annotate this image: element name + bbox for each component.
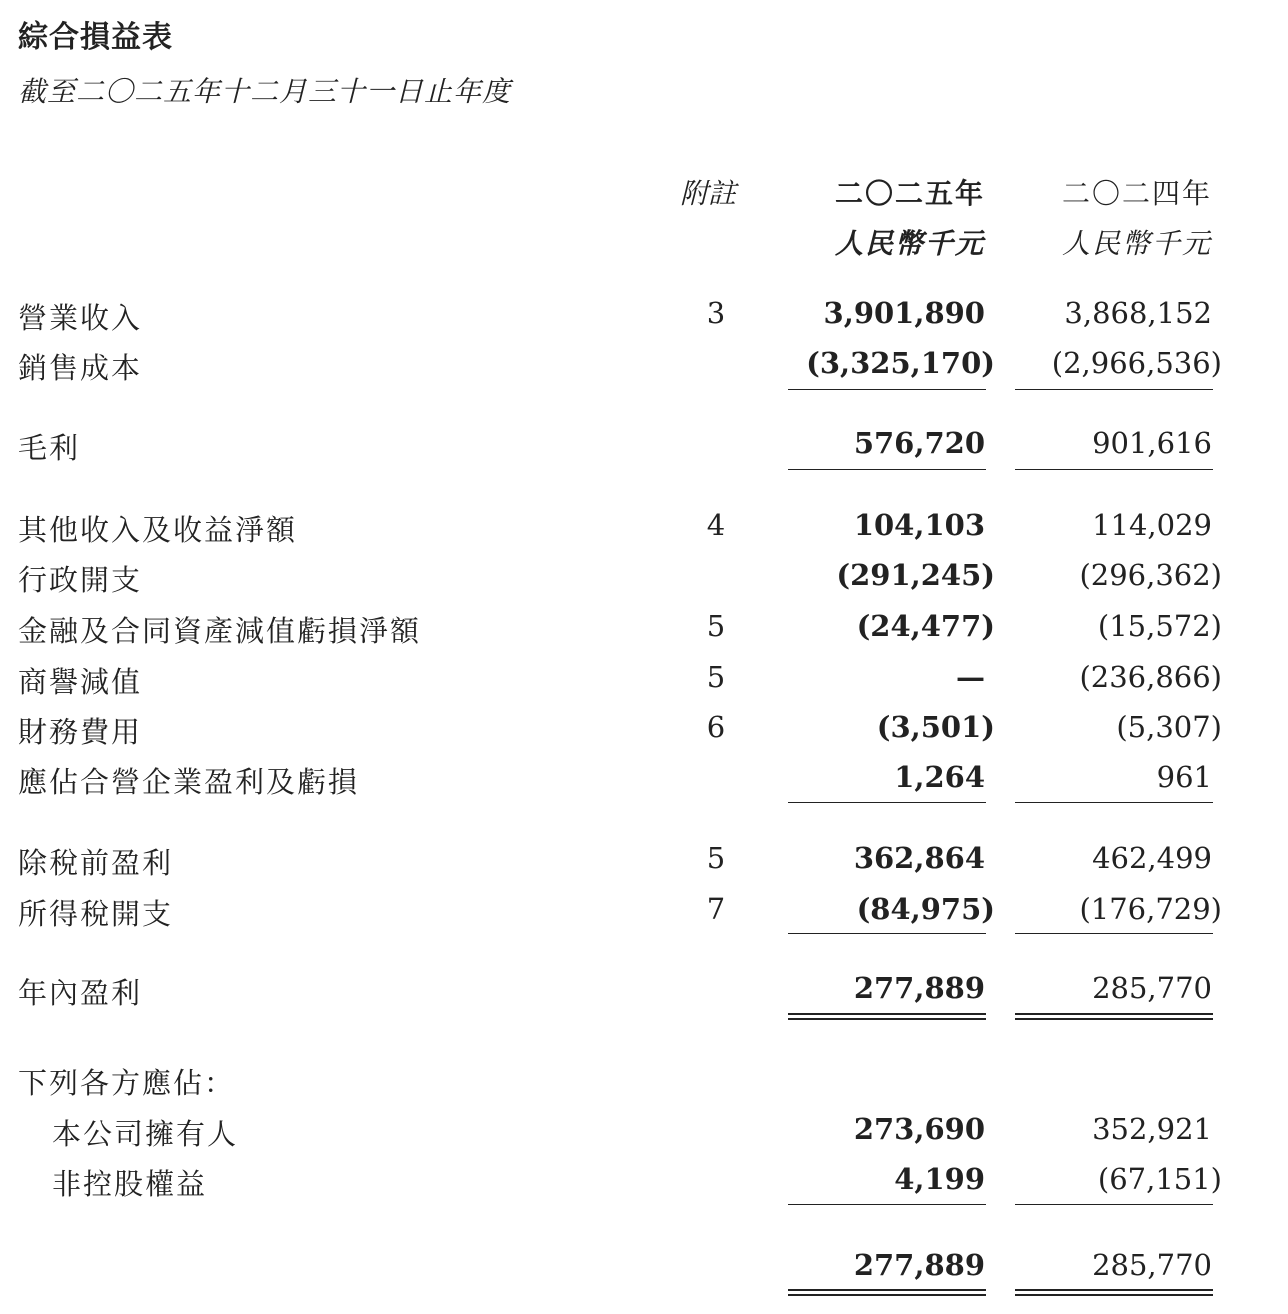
table-row — [0, 346, 1288, 390]
subtotal-rule — [1015, 933, 1213, 934]
total-double-rule — [788, 1013, 986, 1020]
value-2025: 3,901,890 — [823, 296, 985, 330]
statement-title: 綜合損益表 — [18, 20, 173, 55]
row-label: 營業收入 — [18, 301, 143, 335]
value-2024: 462,499 — [1092, 841, 1212, 875]
row-label: 毛利 — [18, 431, 81, 465]
value-2025: 1,264 — [894, 760, 985, 794]
subtotal-rule — [788, 469, 986, 470]
total-double-rule — [1015, 1013, 1213, 1020]
row-label: 年內盈利 — [18, 976, 143, 1010]
row-label: 所得稅開支 — [18, 897, 174, 931]
header-currency-2025: 人民幣千元 — [834, 227, 985, 260]
value-2024: 352,921 — [1092, 1112, 1212, 1146]
subtotal-rule — [788, 389, 986, 390]
value-2024: 901,616 — [1092, 426, 1212, 460]
value-2024: 961 — [1156, 760, 1212, 794]
table-row — [0, 971, 1288, 1015]
table-row — [0, 609, 1288, 653]
table-row — [0, 426, 1288, 470]
subtotal-rule — [1015, 802, 1213, 803]
subtotal-rule — [1015, 469, 1213, 470]
value-2025: (84,975) — [856, 892, 995, 926]
row-note: 5 — [706, 660, 726, 694]
value-2025: — — [956, 660, 985, 694]
row-note: 7 — [706, 892, 726, 926]
row-label: 金融及合同資產減值虧損淨額 — [18, 614, 422, 648]
row-note: 4 — [706, 508, 726, 542]
row-label: 行政開支 — [18, 563, 143, 597]
row-label: 商譽減值 — [18, 665, 143, 699]
value-2025: (291,245) — [836, 558, 995, 592]
row-label: 本公司擁有人 — [52, 1117, 239, 1151]
value-2025: 277,889 — [853, 971, 985, 1005]
table-row — [0, 760, 1288, 804]
value-2025: 576,720 — [853, 426, 985, 460]
row-label: 其他收入及收益淨額 — [18, 513, 298, 547]
table-row — [0, 710, 1288, 754]
table-row — [0, 660, 1288, 704]
value-2025: (24,477) — [856, 609, 995, 643]
total-double-rule — [788, 1289, 986, 1296]
value-2025: (3,325,170) — [806, 346, 995, 380]
table-row — [0, 296, 1288, 340]
subtotal-rule — [1015, 389, 1213, 390]
table-row — [0, 1162, 1288, 1206]
subtotal-rule — [788, 933, 986, 934]
statement-period: 截至二〇二五年十二月三十一日止年度 — [18, 75, 512, 108]
row-label: 應佔合營企業盈利及虧損 — [18, 765, 360, 799]
table-row — [0, 1248, 1288, 1292]
table-row — [0, 892, 1288, 936]
value-2025: 104,103 — [853, 508, 985, 542]
header-year-2024: 二〇二四年 — [1061, 177, 1212, 210]
subtotal-rule — [788, 1204, 986, 1205]
value-2025: 273,690 — [853, 1112, 985, 1146]
table-row — [0, 1112, 1288, 1156]
row-note: 3 — [706, 296, 726, 330]
row-label: 除稅前盈利 — [18, 846, 174, 880]
value-2024: (236,866) — [1079, 660, 1222, 694]
subtotal-rule — [788, 802, 986, 803]
header-year-2025: 二〇二五年 — [834, 177, 985, 210]
header-currency-2024: 人民幣千元 — [1061, 227, 1212, 260]
value-2024: (5,307) — [1116, 710, 1222, 744]
value-2025: (3,501) — [876, 710, 995, 744]
row-label: 財務費用 — [18, 715, 143, 749]
row-label: 非控股權益 — [52, 1167, 208, 1201]
row-note: 6 — [706, 710, 726, 744]
table-row — [0, 558, 1288, 602]
row-label: 銷售成本 — [18, 351, 143, 385]
row-label: 下列各方應佔： — [18, 1066, 236, 1100]
table-row — [0, 1061, 1288, 1105]
value-2024: (296,362) — [1079, 558, 1222, 592]
subtotal-rule — [1015, 1204, 1213, 1205]
value-2025: 4,199 — [894, 1162, 985, 1196]
row-note: 5 — [706, 609, 726, 643]
value-2024: 114,029 — [1092, 508, 1212, 542]
value-2024: (15,572) — [1097, 609, 1222, 643]
value-2024: 285,770 — [1092, 1248, 1212, 1282]
value-2025: 277,889 — [853, 1248, 985, 1282]
value-2024: 285,770 — [1092, 971, 1212, 1005]
value-2024: 3,868,152 — [1064, 296, 1212, 330]
table-row — [0, 841, 1288, 885]
total-double-rule — [1015, 1289, 1213, 1296]
value-2024: (67,151) — [1097, 1162, 1222, 1196]
header-note: 附註 — [680, 177, 737, 210]
table-row — [0, 508, 1288, 552]
value-2025: 362,864 — [853, 841, 985, 875]
row-note: 5 — [706, 841, 726, 875]
value-2024: (176,729) — [1079, 892, 1222, 926]
value-2024: (2,966,536) — [1051, 346, 1222, 380]
